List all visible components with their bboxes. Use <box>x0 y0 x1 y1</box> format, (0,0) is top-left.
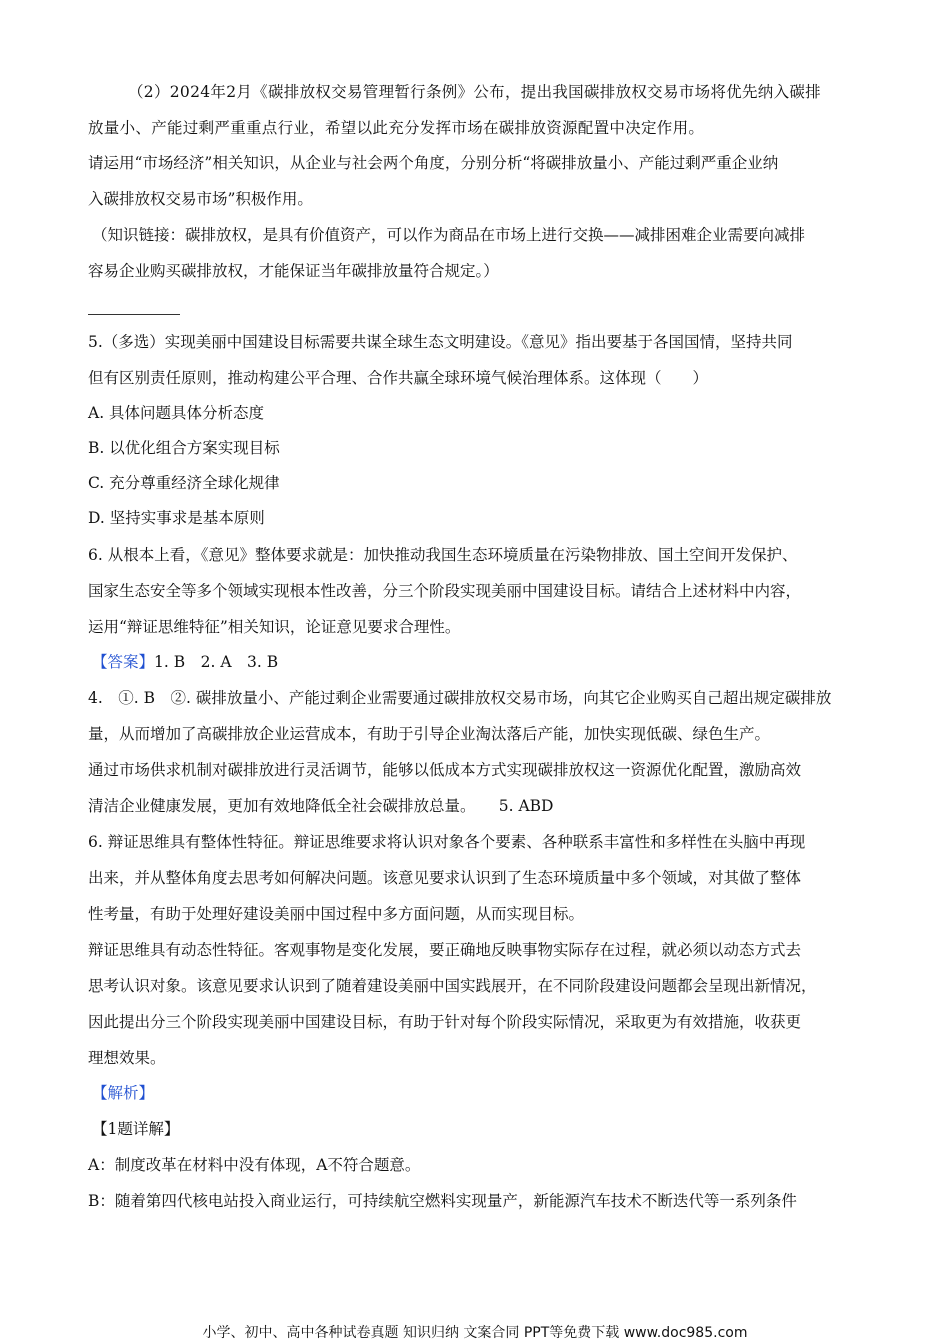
q5-stem-line1: 5.（多选）实现美丽中国建设目标需要共谋全球生态文明建设。《意见》指出要基于各国国情，坚持共同 <box>88 333 793 351</box>
knowledge-link-line2: 容易企业购买碳排放权，才能保证当年碳排放量符合规定。） <box>88 262 499 280</box>
answer-q6-line4: 辩证思维具有动态性特征。客观事物是变化发展，要正确地反映事物实际存在过程，就必须以动态方式去 <box>88 941 802 959</box>
q5-option-a: A. 具体问题具体分析态度 <box>88 404 265 422</box>
q5-option-c: C. 充分尊重经济全球化规律 <box>88 474 280 492</box>
knowledge-link-line1: （知识链接：碳排放权，是具有价值资产，可以作为商品在市场上进行交换——减排困难企业需要向减排 <box>92 226 806 244</box>
analysis-a-line: A：制度改革在材料中没有体现，A不符合题意。 <box>88 1156 421 1174</box>
answer-q6-line5: 思考认识对象。该意见要求认识到了随着建设美丽中国实践展开，在不同阶段建设问题都会呈现出新情况， <box>88 977 817 995</box>
q1-detail-heading: 【1题详解】 <box>92 1120 180 1138</box>
answer-q6-line7: 理想效果。 <box>88 1049 166 1067</box>
answer-q6-line1: 6. 辩证思维具有整体性特征。辩证思维要求将认识对象各个要素、各种联系丰富性和多样性在头脑中再现 <box>88 833 806 851</box>
q6-stem-line3: 运用“辩证思维特征”相关知识，论证意见要求合理性。 <box>88 618 461 636</box>
answer-q6-line2: 出来，并从整体角度去思考如何解决问题。该意见要求认识到了生态环境质量中多个领域，对其做了整体 <box>88 869 802 887</box>
q4-part2-prompt-line2: 入碳排放权交易市场”积极作用。 <box>88 190 313 208</box>
answer-q4-line3: 通过市场供求机制对碳排放进行灵活调节，能够以低成本方式实现碳排放权这一资源优化配置，激励高效 <box>88 761 802 779</box>
q4-part2-line2: 放量小、产能过剩严重重点行业，希望以此充分发挥市场在碳排放资源配置中决定作用。 <box>88 119 705 137</box>
q6-stem-line1: 6. 从根本上看，《意见》整体要求就是：加快推动我国生态环境质量在污染物排放、国土空间开发保护、 <box>88 546 798 564</box>
answer-q6-line3: 性考量，有助于处理好建设美丽中国过程中多方面问题，从而实现目标。 <box>88 905 585 923</box>
q5-stem-line2: 但有区别责任原则，推动构建公平合理、合作共赢全球环境气候治理体系。这体现（ ） <box>88 369 709 387</box>
answer-q6-line6: 因此提出分三个阶段实现美丽中国建设目标，有助于针对每个阶段实际情况，采取更为有效措施，收获更 <box>88 1013 802 1031</box>
page-footer: 小学、初中、高中各种试卷真题 知识归纳 文案合同 PPT等免费下载 www.doc985.com <box>202 1325 748 1341</box>
answer-q4-line4: 清洁企业健康发展，更加有效地降低全社会碳排放总量。 5. ABD <box>88 797 554 815</box>
q5-option-b: B. 以优化组合方案实现目标 <box>88 439 280 457</box>
answer-tag: 【答案】 <box>92 653 155 671</box>
analysis-tag: 【解析】 <box>92 1084 155 1102</box>
q5-option-d: D. 坚持实事求是基本原则 <box>88 509 265 527</box>
q6-stem-line2: 国家生态安全等多个领域实现根本性改善，分三个阶段实现美丽中国建设目标。请结合上述材料中内容， <box>88 582 802 600</box>
q4-part2-line1: （2）2024年2月《碳排放权交易管理暂行条例》公布，提出我国碳排放权交易市场将优先纳入碳排 <box>128 83 821 101</box>
analysis-b-line: B：随着第四代核电站投入商业运行，可持续航空燃料实现量产，新能源汽车技术不断迭代等一系列条件 <box>88 1192 797 1210</box>
q4-part2-prompt-line1: 请运用“市场经济”相关知识，从企业与社会两个角度，分别分析“将碳排放量小、产能过剩严重企业纳 <box>88 154 779 172</box>
answer-q4-line1: 4. ①. B ②. 碳排放量小、产能过剩企业需要通过碳排放权交易市场，向其它企业购买自己超出规定碳排放 <box>88 689 832 707</box>
answer-q4-line2: 量，从而增加了高碳排放企业运营成本，有助于引导企业淘汰落后产能，加快实现低碳、绿色生产。 <box>88 725 771 743</box>
answer-blank-line <box>88 314 180 315</box>
answer-values: 1. B 2. A 3. B <box>154 653 279 671</box>
answer-line <box>92 651 278 673</box>
